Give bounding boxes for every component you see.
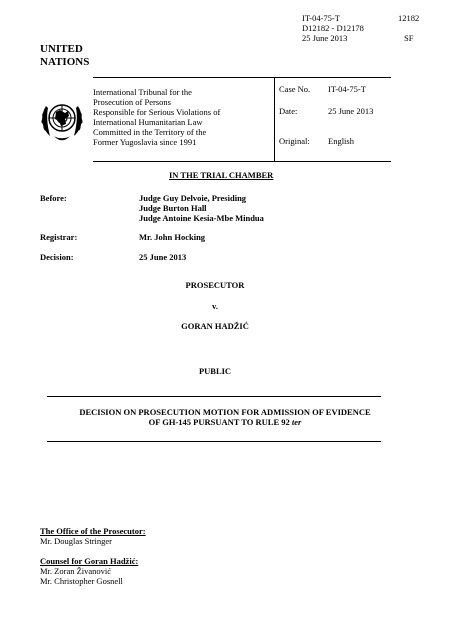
decision-title-line2 (20, 417, 430, 427)
public-label: PUBLIC (198, 366, 232, 376)
before-label: Before: (40, 193, 67, 203)
decision-label: Decision: (40, 252, 74, 262)
registrar-value: Mr. John Hocking (139, 232, 206, 242)
header-top-rule (93, 77, 391, 78)
tribunal-line: International Humanitarian Law (93, 117, 203, 127)
title-bottom-rule (47, 441, 381, 442)
case-no-value: IT-04-75-T (328, 84, 366, 94)
tribunal-line: Responsible for Serious Violations of (93, 107, 221, 117)
stamp-initials: SF (404, 33, 414, 43)
decision-title-line2-main: OF GH-145 PURSUANT TO RULE 92 (148, 417, 292, 427)
header-bottom-rule (93, 161, 391, 162)
organization-name (40, 43, 89, 69)
date-value: 25 June 2013 (328, 106, 374, 116)
stamp-date: 25 June 2013 (302, 33, 348, 43)
registrar-label: Registrar: (40, 232, 78, 242)
stamp-case-ref: IT-04-75-T (302, 13, 340, 23)
un-emblem-icon (38, 96, 86, 142)
judges-list (139, 193, 264, 223)
accused-name: GORAN HADŽIĆ (181, 321, 249, 331)
tribunal-line: International Tribunal for the (93, 87, 192, 97)
defence-name: Mr. Zoran Živanović (40, 566, 112, 576)
otp-name: Mr. Douglas Stringer (40, 536, 113, 546)
tribunal-line: Committed in the Territory of the (93, 127, 207, 137)
original-label: Original: (279, 136, 310, 146)
decision-title (20, 407, 430, 427)
decision-title-line1: DECISION ON PROSECUTION MOTION FOR ADMISSION OF EVIDENCE (79, 407, 371, 417)
otp-block (40, 526, 146, 546)
versus-label: v. (212, 301, 218, 311)
defence-block (40, 556, 138, 586)
organization-line2: NATIONS (40, 56, 90, 68)
prosecutor-label: PROSECUTOR (185, 280, 245, 290)
decision-value: 25 June 2013 (139, 252, 187, 262)
defence-name: Mr. Christopher Gosnell (40, 576, 123, 586)
date-label: Date: (279, 106, 298, 116)
chamber-heading: IN THE TRIAL CHAMBER (169, 170, 274, 180)
tribunal-line: Former Yugoslavia since 1991 (93, 137, 197, 147)
tribunal-name (93, 87, 273, 147)
organization-line1: UNITED (40, 43, 83, 55)
stamp-page-range: D12182 - D12178 (302, 23, 364, 33)
judge-name: Judge Guy Delvoie, Presiding (139, 193, 247, 203)
judge-name: Judge Burton Hall (139, 203, 207, 213)
header-divider (274, 77, 275, 162)
stamp-block (302, 13, 442, 43)
case-no-label: Case No. (279, 84, 311, 94)
tribunal-line: Prosecution of Persons (93, 97, 171, 107)
stamp-page-number: 12182 (398, 13, 420, 23)
original-value: English (328, 136, 354, 146)
decision-title-italic-term: ter (291, 417, 302, 427)
title-top-rule (47, 396, 381, 397)
otp-label: The Office of the Prosecutor: (40, 526, 146, 536)
defence-label: Counsel for Goran Hadžić: (40, 556, 139, 566)
judge-name: Judge Antoine Kesia-Mbe Mindua (139, 213, 264, 223)
